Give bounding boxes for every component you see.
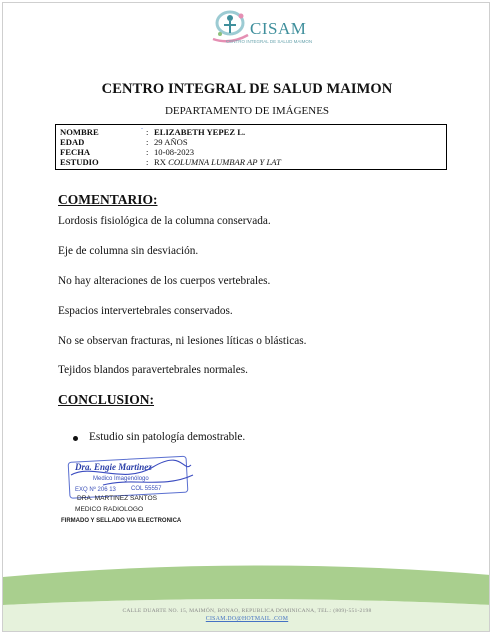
comment-line: No hay alteraciones de los cuerpos vertebrales.: [58, 275, 271, 287]
comment-line: No se observan fracturas, ni lesiones líticas o blásticas.: [58, 335, 307, 347]
row-value: 10-08-2023: [154, 147, 195, 157]
row-label: ESTUDIO: [60, 157, 99, 167]
study-name: COLUMNA LUMBAR AP Y LAT: [168, 157, 281, 167]
comment-line: Tejidos blandos paravertebrales normales.: [58, 364, 248, 376]
conclusion-heading: CONCLUSION:: [58, 392, 155, 407]
row-value: [154, 157, 281, 168]
document-page: [2, 2, 490, 632]
footer-address: CALLE DUARTE NO. 15, MAIMÓN, BONAO, REPUBLICA DOMINICANA, TEL.: (809)-551-2198: [122, 608, 372, 614]
stamp-cod: COL 55557: [131, 486, 162, 492]
comment-line: Lordosis fisiológica de la columna conservada.: [58, 215, 271, 227]
document-title: CENTRO INTEGRAL DE SALUD MAIMON: [101, 81, 393, 97]
row-separator: :: [146, 147, 149, 157]
row-label: EDAD: [60, 137, 85, 147]
stamp-title: Medico Imagenólogo: [93, 476, 149, 482]
signature-note: FIRMADO Y SELLADO VIA ELECTRONICA: [61, 518, 182, 524]
comment-line: Eje de columna sin desviación.: [58, 245, 199, 257]
conclusion-item: Estudio sin patología demostrable.: [89, 431, 246, 443]
bullet-dot-icon: [73, 436, 78, 441]
row-label: NOMBRE: [60, 127, 99, 137]
study-prefix: RX: [154, 157, 166, 167]
cisam-logo: [208, 9, 313, 51]
row-separator: :: [146, 137, 149, 147]
row-label: FECHA: [60, 147, 91, 157]
row-separator: :: [146, 157, 149, 167]
patient-info-box: [55, 124, 447, 170]
row-value: 29 AÑOS: [154, 137, 188, 147]
footer-email[interactable]: CISAM.DO@HOTMAIL .COM: [205, 616, 289, 622]
logo-name: CISAM: [250, 19, 307, 38]
comentario-heading: COMENTARIO:: [58, 192, 158, 207]
signer-name: DRA. MARTINEZ SANTOS: [77, 495, 157, 502]
row-separator: :: [146, 127, 149, 137]
row-value: ELIZABETH YEPEZ L.: [154, 127, 246, 137]
stamp-name: Dra. Engie Martinez: [75, 462, 152, 472]
comment-line: Espacios intervertebrales conservados.: [58, 305, 233, 317]
stamp-exq: EXQ Nº 206 13: [75, 487, 116, 493]
logo-subtitle: CENTRO INTEGRAL DE SALUD MAIMON: [226, 39, 313, 44]
department-title: DEPARTAMENTO DE IMÁGENES: [164, 105, 330, 117]
signer-title: MEDICO RADIOLOGO: [75, 506, 144, 513]
